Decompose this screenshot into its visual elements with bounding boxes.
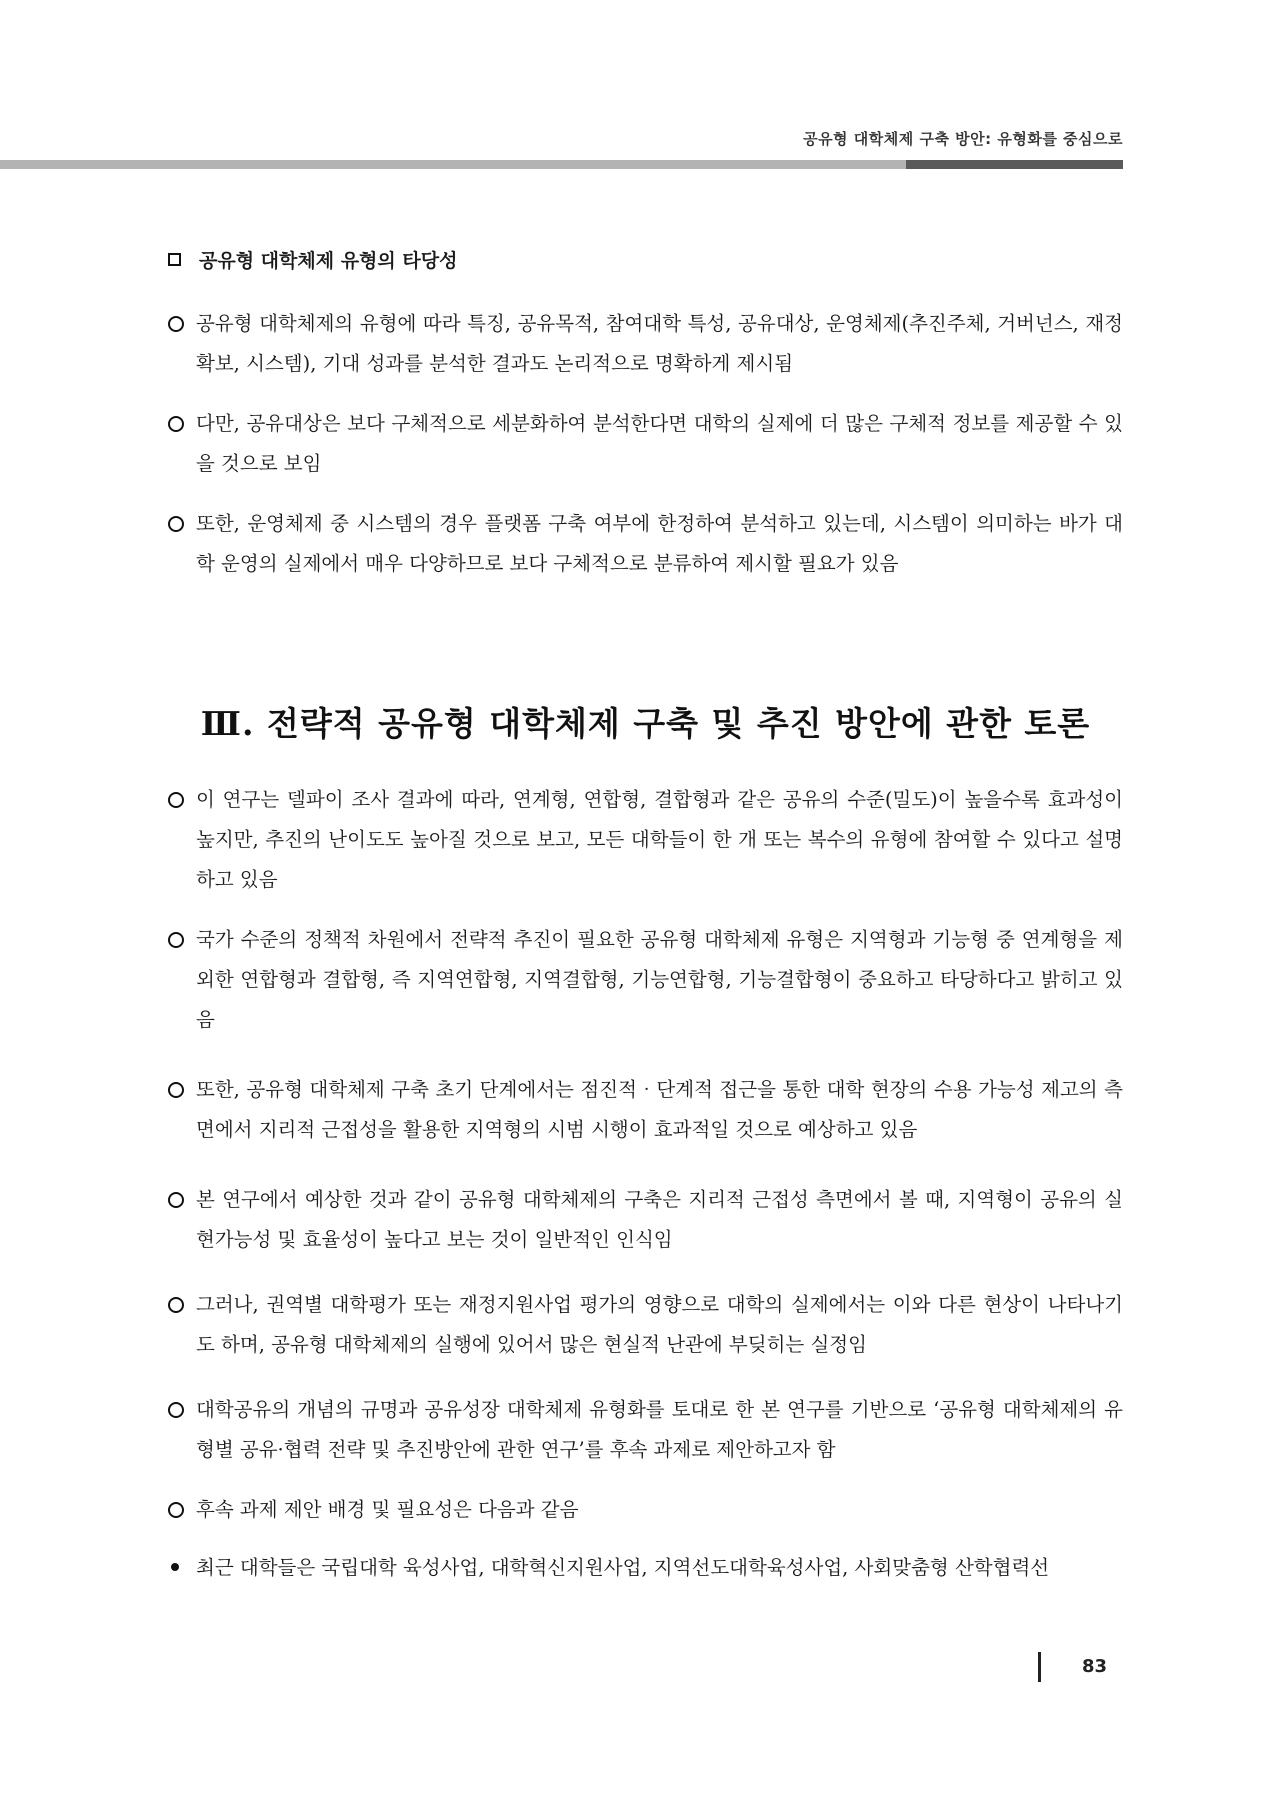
- circle-bullet-icon: [168, 932, 184, 948]
- section-heading: [168, 246, 457, 273]
- square-bullet-icon: [168, 253, 181, 266]
- paragraph-text: 다만, 공유대상은 보다 구체적으로 세분화하여 분석한다면 대학의 실제에 더 많은 구체적 정보를 제공할 수 있을 것으로 보임: [196, 412, 1123, 475]
- dot-bullet-icon: [171, 1563, 179, 1571]
- bullet-paragraph: [168, 1548, 1123, 1588]
- chapter-paragraph: [168, 1070, 1123, 1150]
- section-heading-text: 공유형 대학체제 유형의 타당성: [199, 250, 458, 272]
- paragraph-text: 그러나, 권역별 대학평가 또는 재정지원사업 평가의 영향으로 대학의 실제에서는 이와 다른 현상이 나타나기도 하며, 공유형 대학체제의 실행에 있어서 많은 현실적 난관에 부딪히는 실정임: [196, 1293, 1123, 1356]
- circle-bullet-icon: [168, 416, 184, 432]
- paragraph-text: 국가 수준의 정책적 차원에서 전략적 추진이 필요한 공유형 대학체제 유형은 지역형과 기능형 중 연계형을 제외한 연합형과 결합형, 즉 지역연합형, 지역결합형, 기능연합형, 기능결합형이 중요하고 타당하다고 밝히고 있음: [196, 928, 1123, 1031]
- chapter-paragraph: [168, 1390, 1123, 1470]
- chapter-title: Ⅲ. 전략적 공유형 대학체제 구축 및 추진 방안에 관한 토론: [200, 704, 1091, 743]
- chapter-paragraph: [168, 1180, 1123, 1260]
- paragraph-text: 본 연구에서 예상한 것과 같이 공유형 대학체제의 구축은 지리적 근접성 측면에서 볼 때, 지역형이 공유의 실현가능성 및 효율성이 높다고 보는 것이 일반적인 인식임: [196, 1188, 1123, 1251]
- paragraph-text: 공유형 대학체제의 유형에 따라 특징, 공유목적, 참여대학 특성, 공유대상, 운영체제(추진주체, 거버넌스, 재정확보, 시스템), 기대 성과를 분석한 결과도 논리적으로 명확하게 제시됨: [196, 312, 1123, 375]
- chapter-paragraph: [168, 1285, 1123, 1365]
- circle-bullet-icon: [168, 1402, 184, 1418]
- paragraph-text: 또한, 공유형 대학체제 구축 초기 단계에서는 점진적‧단계적 접근을 통한 대학 현장의 수용 가능성 제고의 측면에서 지리적 근접성을 활용한 지역형의 시범 시행이 효과적일 것으로 예상하고 있음: [196, 1078, 1123, 1141]
- section-paragraph: [168, 504, 1123, 584]
- header-rule-accent: [906, 160, 1123, 169]
- circle-bullet-icon: [168, 1192, 184, 1208]
- circle-bullet-icon: [168, 316, 184, 332]
- paragraph-text: 대학공유의 개념의 규명과 공유성장 대학체제 유형화를 토대로 한 본 연구를 기반으로 ‘공유형 대학체제의 유형별 공유·협력 전략 및 추진방안에 관한 연구’를 후속 과제로 제안하고자 함: [196, 1398, 1123, 1461]
- circle-bullet-icon: [168, 1297, 184, 1313]
- paragraph-text: 또한, 운영체제 중 시스템의 경우 플랫폼 구축 여부에 한정하여 분석하고 있는데, 시스템이 의미하는 바가 대학 운영의 실제에서 매우 다양하므로 보다 구체적으로 분류하여 제시할 필요가 있음: [196, 512, 1123, 575]
- chapter-paragraph: [168, 780, 1123, 900]
- section-paragraph: [168, 304, 1123, 384]
- footer-rule: [1038, 1652, 1041, 1682]
- section-paragraph: [168, 404, 1123, 484]
- page-number: 83: [1082, 1656, 1108, 1677]
- paragraph-text: 후속 과제 제안 배경 및 필요성은 다음과 같음: [196, 1498, 579, 1521]
- circle-bullet-icon: [168, 1502, 184, 1518]
- circle-bullet-icon: [168, 516, 184, 532]
- circle-bullet-icon: [168, 1082, 184, 1098]
- paragraph-text: 이 연구는 델파이 조사 결과에 따라, 연계형, 연합형, 결합형과 같은 공유의 수준(밀도)이 높을수록 효과성이 높지만, 추진의 난이도도 높아질 것으로 보고, 모든 대학들이 한 개 또는 복수의 유형에 참여할 수 있다고 설명하고 있음: [196, 788, 1123, 891]
- paragraph-text: 최근 대학들은 국립대학 육성사업, 대학혁신지원사업, 지역선도대학육성사업, 사회맞춤형 산학협력선: [196, 1556, 1050, 1579]
- chapter-paragraph: [168, 920, 1123, 1040]
- circle-bullet-icon: [168, 792, 184, 808]
- chapter-paragraph: [168, 1490, 1123, 1530]
- running-header: 공유형 대학체제 구축 방안: 유형화를 중심으로: [803, 130, 1123, 148]
